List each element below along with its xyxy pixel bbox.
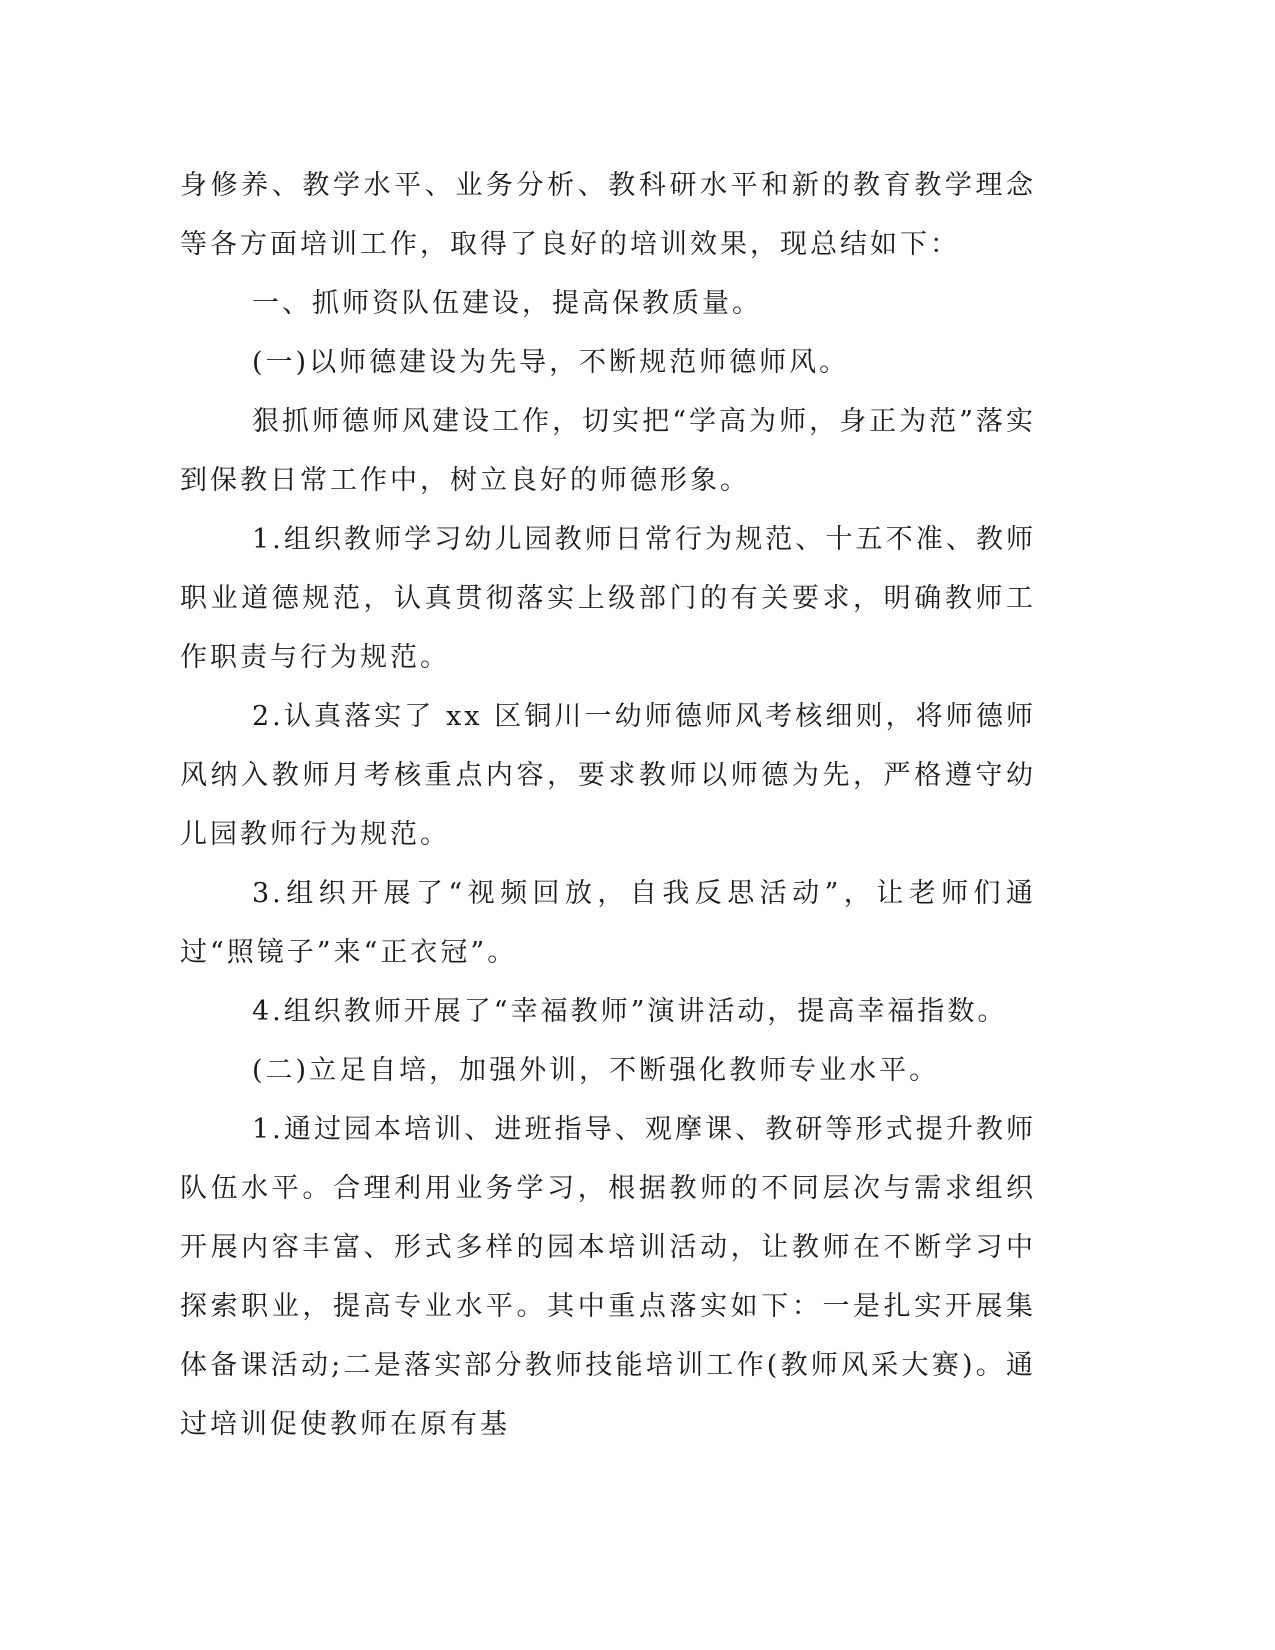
paragraph-2: 狠抓师德师风建设工作，切实把“学高为师，身正为范”落实到保教日常工作中，树立良好的师德形象。 — [180, 406, 1036, 496]
list-item-5: 1.通过园本培训、进班指导、观摩课、教研等形式提升教师队伍水平。合理利用业务学习，根据教师的不同层次与需求组织开展内容丰富、形式多样的园本培训活动，让教师在不断学习中探索职业，提高专业水平。其中重点落实如下：一是扎实开展集体备课活动;二是落实部分教师技能培训工作(教师风采大赛)。通过培训促使教师在原有基 — [180, 1114, 1036, 1440]
subheading-1: (一)以师德建设为先导，不断规范师德师风。 — [252, 347, 850, 378]
list-item-4: 4.组织教师开展了“幸福教师”演讲活动，提高幸福指数。 — [252, 996, 1008, 1027]
paragraph-1: 身修养、教学水平、业务分析、教科研水平和新的教育教学理念等各方面培训工作，取得了良好的培训效果，现总结如下： — [180, 170, 1036, 260]
list-item-1: 1.组织教师学习幼儿园教师日常行为规范、十五不准、教师职业道德规范，认真贯彻落实上级部门的有关要求，明确教师工作职责与行为规范。 — [180, 524, 1036, 673]
list-item-3: 3.组织开展了“视频回放，自我反思活动”，让老师们通过“照镜子”来“正衣冠”。 — [180, 878, 1036, 968]
document-body — [180, 156, 1036, 1454]
subheading-2: (二)立足自培，加强外训，不断强化教师专业水平。 — [252, 1055, 940, 1086]
heading-section-1: 一、抓师资队伍建设，提高保教质量。 — [252, 288, 762, 319]
list-item-2: 2.认真落实了 xx 区铜川一幼师德师风考核细则，将师德师风纳入教师月考核重点内容，要求教师以师德为先，严格遵守幼儿园教师行为规范。 — [180, 701, 1036, 850]
